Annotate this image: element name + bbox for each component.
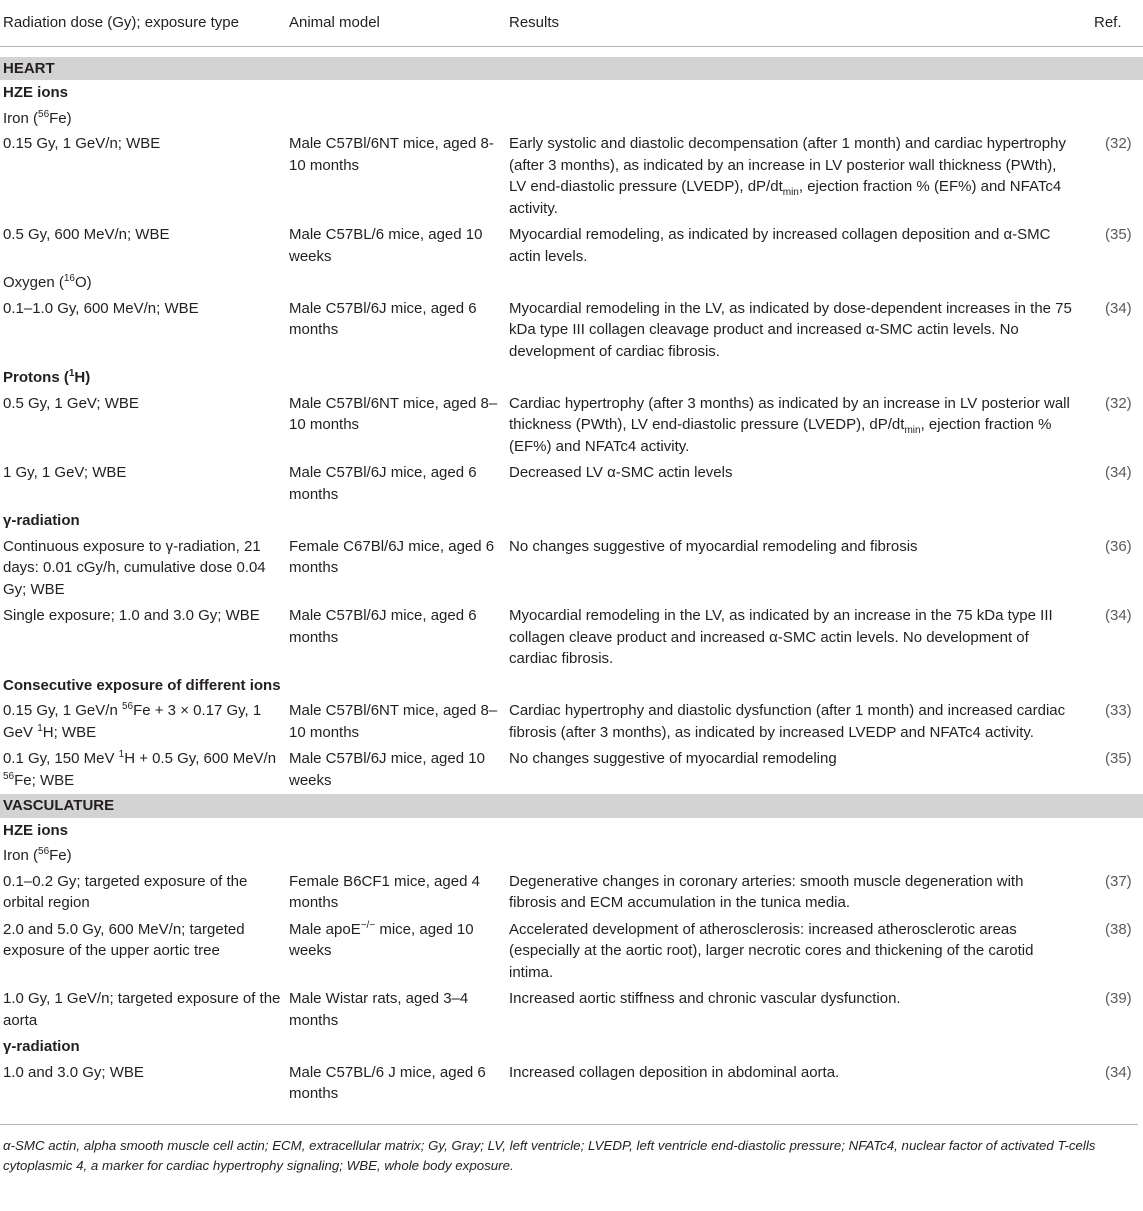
cell-ref: (39) (1105, 990, 1132, 1007)
table-row (0, 1060, 1143, 1108)
cell-results: Increased aortic stiffness and chronic vascular dysfunction. (509, 990, 901, 1007)
cell-results: Early systolic and diastolic decompensation (after 1 month) and cardiac hypertrophy (after 3 months), as indicated by an increase in LV posterior wall thickness (PWth), LV end-diastolic pressure (LVEDP), $dP/dt_{min}$, ejection fraction % (EF%) and NFATc4 activity. (509, 135, 1066, 217)
group-label: γ-radiation (3, 512, 80, 529)
table-row (0, 917, 1143, 987)
header-row (0, 0, 1143, 46)
header-model: Animal model (286, 0, 506, 46)
table-row (0, 698, 1143, 746)
cell-results: Increased collagen deposition in abdominal aorta. (509, 1063, 840, 1081)
cell-dose: 1.0 Gy, 1 GeV/n; targeted exposure of the aorta (3, 990, 281, 1029)
cell-dose: 0.1 Gy, 150 MeV $^1$H + 0.5 Gy, 600 MeV/n $^{56}$Fe; WBE (3, 749, 277, 789)
cell-model: Female C67Bl/6J mice, aged 6 months (289, 537, 495, 576)
cell-results: No changes suggestive of myocardial remodeling (509, 750, 837, 767)
cell-model: Male C57Bl/6J mice, aged 6 months (289, 607, 477, 646)
cell-ref: (35) (1105, 226, 1132, 243)
cell-dose: Single exposure; 1.0 and 3.0 Gy; WBE (3, 607, 260, 624)
cell-model: Male C57Bl/6NT mice, aged 8–10 months (289, 702, 498, 741)
cell-ref: (38) (1105, 920, 1132, 938)
cell-model: Male C57BL/6 mice, aged 10 weeks (289, 226, 483, 265)
cell-ref: (34) (1105, 1063, 1132, 1081)
cell-model: Male C57Bl/6NT mice, aged 8-10 months (289, 135, 494, 174)
cell-ref: (34) (1105, 607, 1132, 624)
cell-results: Degenerative changes in coronary arteries: smooth muscle degeneration with fibrosis and ECM accumulation in the tunica media. (509, 872, 1024, 911)
cell-dose: 0.15 Gy, 1 GeV/n $^{56}$Fe + 3 × 0.17 Gy, 1 GeV $^1$H; WBE (3, 701, 262, 741)
section-vasculature (0, 794, 1143, 818)
cell-dose: 2.0 and 5.0 Gy, 600 MeV/n; targeted exposure of the upper aortic tree (3, 920, 245, 959)
subgroup-label: Iron ($^{56}$Fe) (3, 846, 72, 864)
cell-ref: (32) (1105, 394, 1132, 412)
header-dose: Radiation dose (Gy); exposure type (0, 0, 286, 46)
table-footnote: α-SMC actin, alpha smooth muscle cell actin; ECM, extracellular matrix; Gy, Gray; LV, left ventricle; LVEDP, left ventricle end-diastolic pressure; NFATc4, nuclear factor of activated T-cells cytoplasmic 4, a marker for cardiac hypertrophy signaling; WBE, whole body exposure. (0, 1124, 1138, 1176)
cell-dose: 0.15 Gy, 1 GeV/n; WBE (3, 135, 161, 152)
group-heart-gamma (0, 508, 1143, 534)
group-label: Consecutive exposure of different ions (3, 676, 281, 694)
cell-ref: (36) (1105, 537, 1132, 555)
group-heart-protons (0, 365, 1143, 391)
cell-dose: 0.1–0.2 Gy; targeted exposure of the orbital region (3, 872, 248, 911)
cell-dose: Continuous exposure to γ-radiation, 21 days: 0.01 cGy/h, cumulative dose 0.04 Gy; WBE (3, 537, 266, 598)
header-results: Results (506, 0, 1072, 46)
table-row (0, 869, 1143, 917)
cell-dose: 0.5 Gy, 600 MeV/n; WBE (3, 226, 170, 243)
table-row (0, 746, 1143, 794)
cell-dose: 0.1–1.0 Gy, 600 MeV/n; WBE (3, 299, 199, 317)
group-label: γ-radiation (3, 1038, 80, 1055)
cell-model: Male C57Bl/6NT mice, aged 8–10 months (289, 394, 498, 433)
table-row (0, 222, 1143, 270)
cell-results: Myocardial remodeling, as indicated by increased collagen deposition and α-SMC actin levels. (509, 226, 1051, 265)
subgroup-vasc-iron (0, 843, 1143, 869)
subgroup-heart-iron (0, 106, 1143, 132)
cell-results: Cardiac hypertrophy and diastolic dysfunction (after 1 month) and increased cardiac fibrosis (after 3 months), as indicated by increased LVEDP and NFATc4 activity. (509, 702, 1066, 741)
cell-ref: (33) (1105, 702, 1132, 719)
cell-ref: (35) (1105, 750, 1132, 767)
cell-ref: (34) (1105, 299, 1132, 317)
table-row (0, 986, 1143, 1034)
subgroup-label: Oxygen ($^{16}$O) (3, 273, 92, 291)
group-label: HZE ions (3, 84, 69, 101)
cell-results: Cardiac hypertrophy (after 3 months) as indicated by an increase in LV posterior wall thickness (PWth), LV end-diastolic pressure (LVEDP), $dP/dt_{min}$, ejection fraction % (EF%) and NFATc4 activity. (509, 394, 1070, 455)
cell-model: Male apoE−/− mice, aged 10 weeks (289, 919, 474, 959)
table-row (0, 131, 1143, 222)
cell-dose: 0.5 Gy, 1 GeV; WBE (3, 394, 139, 412)
group-vasc-hze (0, 818, 1143, 844)
group-heart-consecutive (0, 673, 1143, 699)
section-heart (0, 57, 1143, 81)
group-vasc-gamma (0, 1034, 1143, 1060)
cell-results: Decreased LV α-SMC actin levels (509, 464, 733, 481)
table-row (0, 460, 1143, 508)
subgroup-heart-oxygen (0, 270, 1143, 296)
cell-model: Male C57Bl/6J mice, aged 6 months (289, 464, 477, 503)
header-ref: Ref. (1072, 0, 1143, 46)
cell-dose: 1 Gy, 1 GeV; WBE (3, 464, 127, 481)
group-heart-hze (0, 80, 1143, 106)
cell-model: Male C57Bl/6J mice, aged 10 weeks (289, 750, 485, 789)
group-label: Protons ($^1$H) (3, 368, 91, 386)
cell-ref: (34) (1105, 464, 1132, 481)
table-row (0, 296, 1143, 366)
table-row (0, 603, 1143, 673)
cell-results: Myocardial remodeling in the LV, as indicated by an increase in the 75 kDa type III collagen cleave product and increased α-SMC actin levels. No development of cardiac fibrosis. (509, 607, 1053, 667)
section-heart-label: HEART (0, 57, 1143, 81)
cell-ref: (37) (1105, 872, 1132, 890)
cell-model: Male C57Bl/6J mice, aged 6 months (289, 299, 477, 338)
cell-dose: 1.0 and 3.0 Gy; WBE (3, 1063, 144, 1081)
cell-results: Accelerated development of atherosclerosis: increased atherosclerotic areas (especially at the aortic root), larger necrotic cores and thickening of the carotid intima. (509, 920, 1034, 981)
cell-results: No changes suggestive of myocardial remodeling and fibrosis (509, 537, 918, 555)
cell-ref: (32) (1105, 135, 1132, 152)
cell-model: Female B6CF1 mice, aged 4 months (289, 872, 480, 911)
table-row (0, 534, 1143, 604)
section-vasculature-label: VASCULATURE (0, 794, 1143, 818)
table-row (0, 391, 1143, 461)
cell-model: Male C57BL/6 J mice, aged 6 months (289, 1063, 486, 1102)
subgroup-label: Iron ($^{56}$Fe) (3, 108, 72, 127)
cell-results: Myocardial remodeling in the LV, as indicated by dose-dependent increases in the 75 kDa type III collagen cleavage product and increased α-SMC actin levels. No development of cardiac fibrosis. (509, 299, 1072, 360)
group-label: HZE ions (3, 821, 69, 839)
cell-model: Male Wistar rats, aged 3–4 months (289, 990, 469, 1029)
